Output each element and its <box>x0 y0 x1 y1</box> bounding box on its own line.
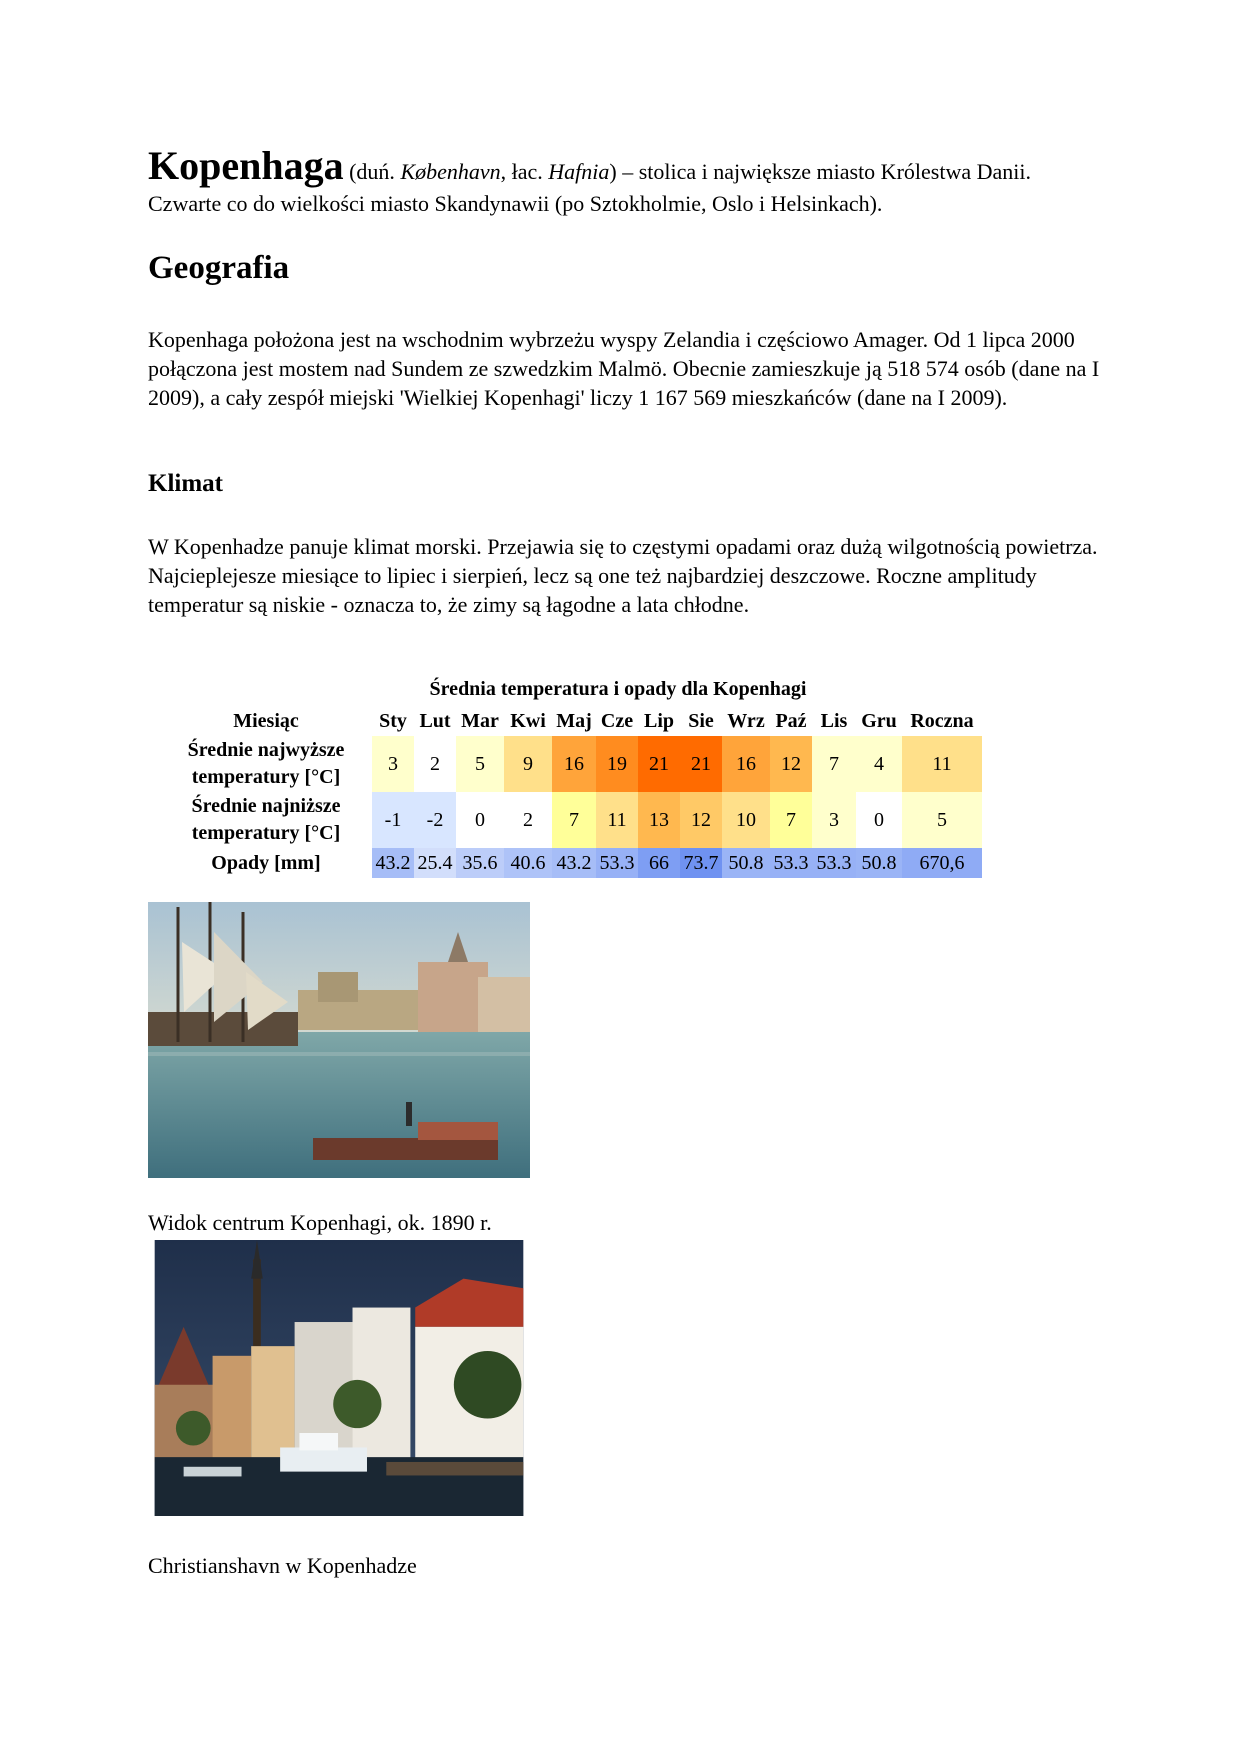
geografia-paragraph: Kopenhaga położona jest na wschodnim wybrzeżu wyspy Zelandia i częściowo Amager. Od 1 lipca 2000 połączona jest mostem nad Sundem ze szwedzkim Malmö. Obecnie zamieszkuje ją 518 574 osób (dane na I 2009), a cały zespół miejski 'Wielkiej Kopenhagi' liczy 1 167 569 mieszkańców (dane na I 2009). <box>148 327 1100 410</box>
christianshavn-photo <box>148 1240 530 1516</box>
header-label: Miesiąc <box>233 709 299 732</box>
table-cell: 16 <box>552 736 596 792</box>
row-label: Średnie najwyższe temperatury [°C] <box>187 739 345 788</box>
table-cell: 3 <box>812 792 856 848</box>
table-cell: 40.6 <box>504 848 552 878</box>
table-cell: 53.3 <box>812 848 856 878</box>
month-header: Mar <box>461 709 499 732</box>
table-row <box>160 792 982 848</box>
document-title: Kopenhaga <box>148 143 344 188</box>
table-cell: 50.8 <box>722 848 770 878</box>
table-cell: 10 <box>722 792 770 848</box>
table-cell: 7 <box>770 792 812 848</box>
table-cell: 670,6 <box>902 848 982 878</box>
danish-name: København <box>400 159 501 184</box>
table-cell: 43.2 <box>372 848 414 878</box>
klimat-paragraph: W Kopenhadze panuje klimat morski. Przejawia się to częstymi opadami oraz dużą wilgotnością powietrza. Najcieplejesze miesiące to lipiec i sierpień, lecz są one też najbardziej deszczowe. Roczne amplitudy temperatur są niskie - oznacza to, że zimy są łagodne a lata chłodne. <box>148 534 1098 617</box>
month-header: Wrz <box>727 709 765 732</box>
month-header: Maj <box>556 709 592 732</box>
figure-caption: Widok centrum Kopenhagi, ok. 1890 r. <box>148 1210 492 1235</box>
month-header: Cze <box>600 709 634 732</box>
latin-name: Hafnia <box>548 159 610 184</box>
table-cell: 5 <box>902 792 982 848</box>
row-label: Średnie najniższe temperatury [°C] <box>191 795 341 844</box>
table-cell: 13 <box>638 792 680 848</box>
table-cell: 53.3 <box>596 848 638 878</box>
table-cell: 12 <box>680 792 722 848</box>
harbor-photo <box>148 902 530 1178</box>
month-header: Gru <box>861 709 897 732</box>
table-cell: 35.6 <box>456 848 504 878</box>
climate-table-caption: Średnia temperatura i opady dla Kopenhagi <box>429 678 807 700</box>
table-cell: 66 <box>638 848 680 878</box>
table-cell: 7 <box>812 736 856 792</box>
table-cell: 2 <box>414 736 456 792</box>
table-cell: -1 <box>372 792 414 848</box>
row-label: Opady [mm] <box>211 851 321 874</box>
table-cell: 43.2 <box>552 848 596 878</box>
table-cell: 25.4 <box>414 848 456 878</box>
table-cell: 12 <box>770 736 812 792</box>
month-header: Roczna <box>910 709 974 732</box>
month-header: Lis <box>820 709 848 732</box>
table-cell: 2 <box>504 792 552 848</box>
figure-caption: Christianshavn w Kopenhadze <box>148 1553 417 1578</box>
table-cell: 4 <box>856 736 902 792</box>
climate-table-header-row <box>160 706 982 736</box>
month-header: Lut <box>419 709 451 732</box>
intro-paragraph: Kopenhaga (duń. København, łac. Hafnia) – stolica i największe miasto Królestwa Danii. Czwarte co do wielkości miasto Skandynawii (po Sztokholmie, Oslo i Helsinkach). <box>148 143 1031 216</box>
table-cell: 11 <box>902 736 982 792</box>
climate-table <box>160 706 982 878</box>
table-cell: 11 <box>596 792 638 848</box>
table-cell: 73.7 <box>680 848 722 878</box>
table-cell: -2 <box>414 792 456 848</box>
month-header: Kwi <box>510 709 546 732</box>
heading-klimat: Klimat <box>148 470 223 497</box>
table-cell: 19 <box>596 736 638 792</box>
table-cell: 0 <box>856 792 902 848</box>
table-cell: 0 <box>456 792 504 848</box>
table-cell: 7 <box>552 792 596 848</box>
table-cell: 16 <box>722 736 770 792</box>
month-header: Sty <box>379 709 407 732</box>
table-row <box>160 736 982 792</box>
table-cell: 50.8 <box>856 848 902 878</box>
table-cell: 9 <box>504 736 552 792</box>
heading-geografia: Geografia <box>148 250 290 286</box>
month-header: Paź <box>775 709 807 732</box>
table-cell: 21 <box>638 736 680 792</box>
table-cell: 21 <box>680 736 722 792</box>
table-row <box>160 848 982 878</box>
month-header: Lip <box>643 709 675 732</box>
table-cell: 5 <box>456 736 504 792</box>
table-cell: 53.3 <box>770 848 812 878</box>
month-header: Sie <box>688 709 714 732</box>
table-cell: 3 <box>372 736 414 792</box>
